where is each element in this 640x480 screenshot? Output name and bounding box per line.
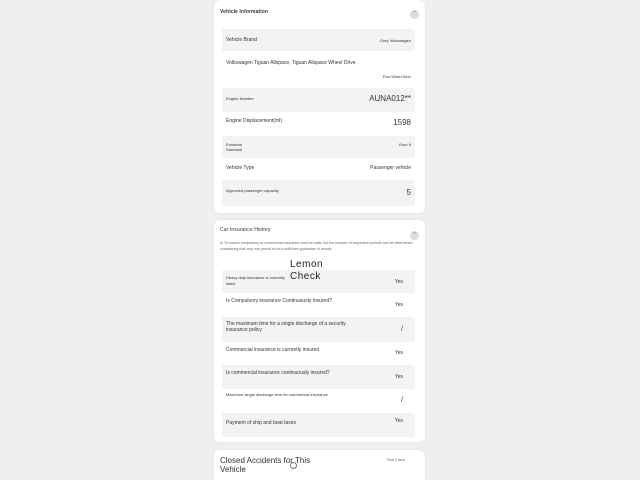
- row-label: Vehicle Type: [226, 165, 255, 171]
- insurance-answer: Yes: [394, 374, 403, 380]
- vehicle-row-capacity: [222, 180, 415, 206]
- chevron-up-icon[interactable]: ⌃: [411, 232, 418, 238]
- vehicle-row-model: [222, 54, 415, 88]
- vehicle-row-emission: [222, 136, 415, 158]
- closed-accidents-card: [214, 450, 425, 480]
- row-value: Passenger vehicle: [370, 165, 411, 171]
- vehicle-row-displacement: [222, 112, 415, 136]
- row-label: Engine Displacement(ml): [226, 118, 282, 124]
- insurance-row: [222, 413, 415, 437]
- row-label: Vehicle Brand: [226, 37, 257, 43]
- insurance-answer: /: [401, 326, 403, 333]
- insurance-question: Maximum single discharge time for commercial insurance: [226, 392, 328, 397]
- logo-line2: Check: [290, 271, 321, 282]
- row-label: Emission Standard: [226, 142, 243, 152]
- chevron-up-icon[interactable]: ⌃: [411, 11, 418, 17]
- insurance-title: Car Insurance History: [220, 227, 271, 233]
- vehicle-row-type: [222, 159, 415, 179]
- insurance-answer: Yes: [394, 418, 403, 424]
- insurance-answer: Yes: [394, 279, 403, 285]
- row-label: Engine Number: [226, 96, 254, 101]
- logo-line1: Lemon: [290, 259, 324, 270]
- vehicle-row-brand: [222, 29, 415, 51]
- insurance-question: Payment of ship and boat taxes: [226, 420, 297, 426]
- accidents-title: Closed Accidents for This Vehicle: [220, 456, 311, 474]
- row-value: Euro 6: [399, 142, 411, 147]
- row-label: Volkswagen Tiguan Allspace, Tiguan Allspace Wheel Drive: [226, 60, 356, 66]
- accidents-count-badge: Total 0 Item: [386, 458, 405, 462]
- insurance-history-card: [214, 220, 425, 442]
- insurance-answer: Yes: [394, 350, 403, 356]
- insurance-answer: Yes: [394, 302, 403, 308]
- vehicle-info-title: Vehicle Information: [220, 9, 269, 15]
- insurance-answer: /: [401, 397, 403, 404]
- insurance-question: Heavy duty insurance is currently listed: [226, 275, 285, 286]
- insurance-question: Commercial insurance is currently insured: [226, 347, 320, 353]
- vehicle-row-engine-number: [222, 88, 415, 112]
- insurance-row: [222, 317, 415, 342]
- row-value: AUNA012**: [369, 94, 411, 103]
- row-value: 5: [406, 188, 411, 197]
- row-value: Grey Volkswagen: [379, 38, 411, 43]
- insurance-row: [222, 342, 415, 365]
- row-value: Four-Wheel Drive: [382, 75, 411, 79]
- insurance-question: The maximum time for a single discharge of a security insurance policy: [226, 321, 346, 333]
- insurance-row: [222, 389, 415, 413]
- row-value: 1598: [393, 118, 411, 127]
- insurance-row: [222, 365, 415, 389]
- vehicle-info-card: [214, 0, 425, 213]
- row-label: Approved passenger capacity: [226, 188, 279, 193]
- insurance-question: Is Compulsory insurance Continuously insured?: [226, 298, 332, 304]
- insurance-note: ※ To ensure compulsory or commercial insurance must be valid, but the number of respective periods can be determined considering that only one period is not a sufficient guarantee of results.: [220, 241, 413, 251]
- insurance-row: [222, 293, 415, 317]
- record-icon: [290, 462, 297, 469]
- insurance-question: Is commercial insurance continuously insured?: [226, 370, 330, 376]
- lemon-check-logo: [290, 259, 323, 283]
